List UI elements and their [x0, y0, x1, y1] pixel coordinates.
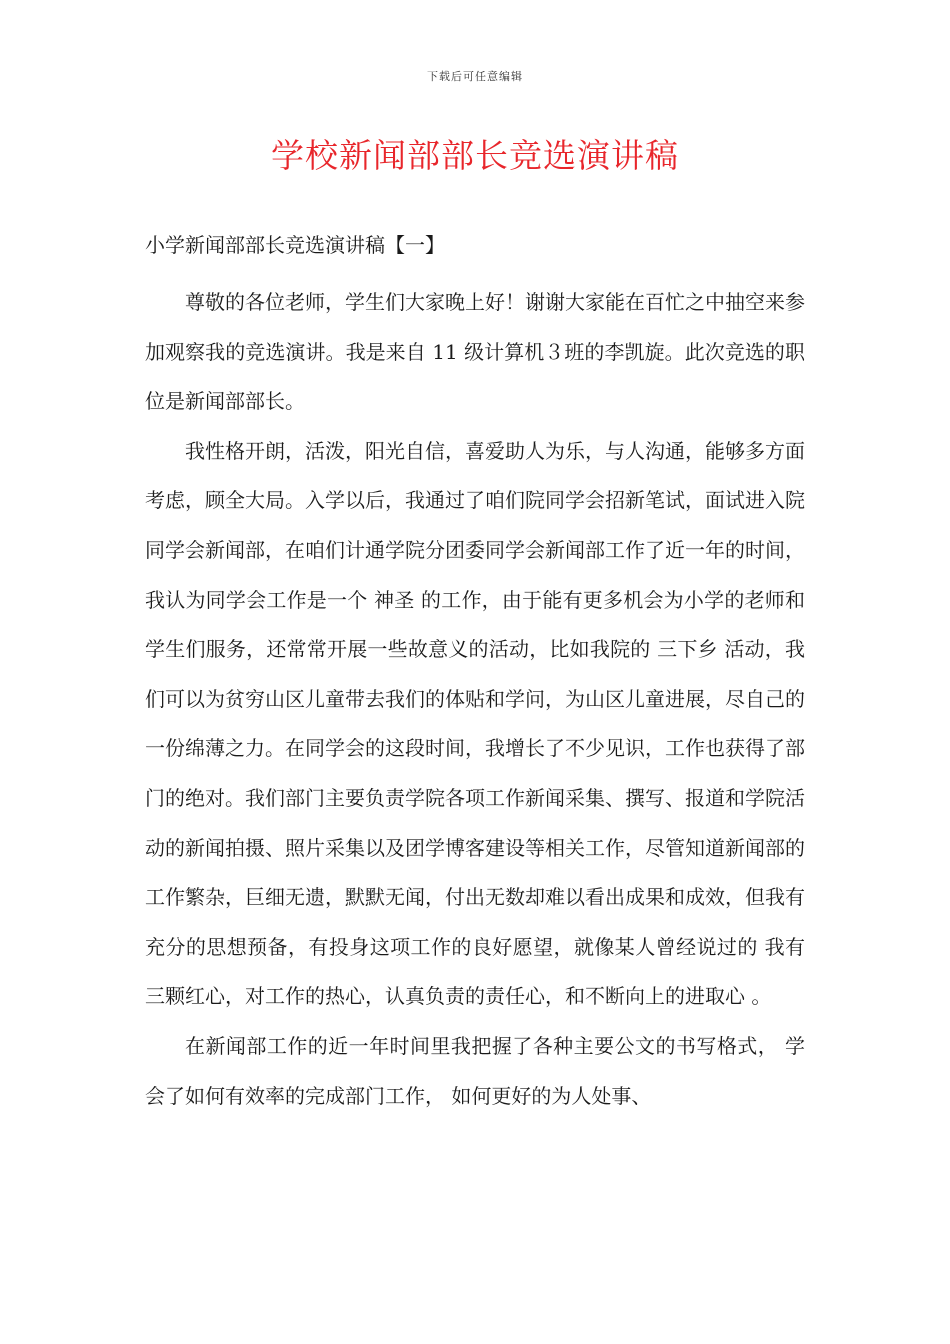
- body-text: [145, 278, 805, 1121]
- section-heading: 小学新闻部部长竞选演讲稿【一】: [145, 233, 445, 257]
- paragraph-3: 在新闻部工作的近一年时间里我把握了各种主要公文的书写格式， 学会了如何有效率的完成部门工作， 如何更好的为人处事、: [145, 1033, 805, 1108]
- header-note: 下载后可任意编辑: [427, 70, 523, 83]
- document-title: 学校新闻部部长竞选演讲稿: [271, 136, 679, 175]
- paragraph-1: 尊敬的各位老师，学生们大家晚上好！谢谢大家能在百忙之中抽空来参加观察我的竞选演讲。我是来自 11 级计算机３班的李凯旋。此次竞选的职位是新闻部部长。: [145, 290, 805, 414]
- paragraph-2: 我性格开朗，活泼，阳光自信，喜爱助人为乐，与人沟通，能够多方面考虑，顾全大局。入学以后，我通过了咱们院同学会招新笔试，面试进入院同学会新闻部，在咱们计通学院分团委同学会新闻部工作了近一年的时间，我认为同学会工作是一个 神圣 的工作，由于能有更多机会为小学的老师和学生们服务，还常常开展一些故意义的活动，比如我院的 三下乡 活动，我们可以为贫穷山区儿童带去我们的体贴和学问，为山区儿童进展，尽自己的一份绵薄之力。在同学会的这段时间，我增长了不少见识，工作也获得了部门的绝对。我们部门主要负责学院各项工作新闻采集、撰写、报道和学院活动的新闻拍摄、照片采集以及团学博客建设等相关工作，尽管知道新闻部的工作繁杂，巨细无遗，默默无闻，付出无数却难以看出成果和成效，但我有充分的思想预备，有投身这项工作的良好愿望，就像某人曾经说过的 我有三颗红心，对工作的热心，认真负责的责任心，和不断向上的进取心 。: [145, 438, 805, 1009]
